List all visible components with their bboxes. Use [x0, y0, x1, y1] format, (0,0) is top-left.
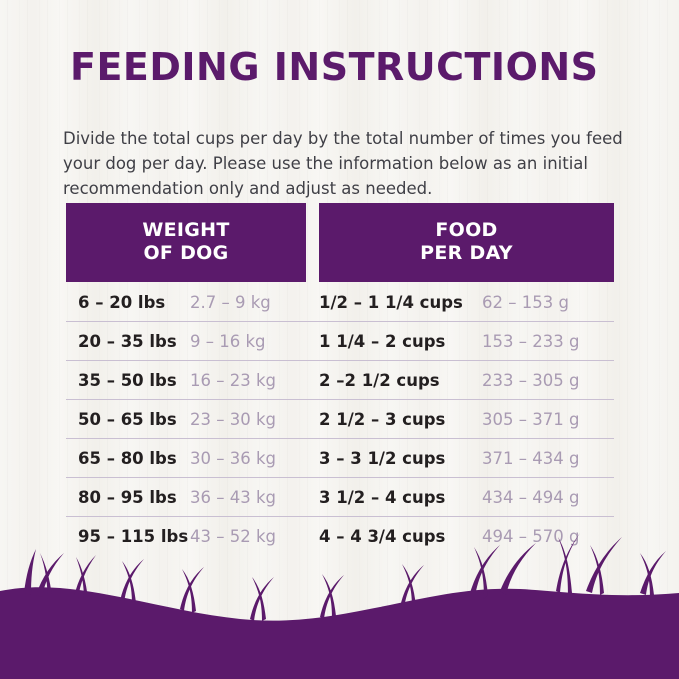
cell-food-cups: 2 1/2 – 3 cups	[319, 409, 446, 429]
grass-silhouette-icon	[0, 519, 679, 679]
cell-food-grams: 62 – 153 g	[482, 292, 569, 312]
cell-weight-lbs: 6 – 20 lbs	[78, 292, 166, 312]
table-row	[66, 400, 614, 439]
header-weight-of-dog	[66, 203, 306, 282]
cell-weight-kg: 2.7 – 9 kg	[190, 292, 271, 312]
cell-food-grams: 434 – 494 g	[482, 487, 580, 507]
cell-weight-lbs: 95 – 115 lbs	[78, 526, 189, 546]
cell-food-cups: 4 – 4 3/4 cups	[319, 526, 446, 546]
cell-food-grams: 305 – 371 g	[482, 409, 580, 429]
cell-weight-lbs: 20 – 35 lbs	[78, 331, 177, 351]
cell-weight-kg: 23 – 30 kg	[190, 409, 277, 429]
table-row	[66, 283, 614, 322]
cell-weight-lbs: 35 – 50 lbs	[78, 370, 177, 390]
cell-weight-lbs: 65 – 80 lbs	[78, 448, 177, 468]
cell-weight-lbs: 50 – 65 lbs	[78, 409, 177, 429]
cell-food-grams: 371 – 434 g	[482, 448, 580, 468]
header-food-line2: PER DAY	[420, 242, 513, 265]
cell-food-cups: 2 –2 1/2 cups	[319, 370, 440, 390]
header-food-per-day	[319, 203, 614, 282]
table-header-row	[66, 203, 614, 282]
cell-weight-kg: 30 – 36 kg	[190, 448, 277, 468]
cell-food-cups: 3 1/2 – 4 cups	[319, 487, 446, 507]
cell-food-cups: 3 – 3 1/2 cups	[319, 448, 446, 468]
cell-food-cups: 1 1/4 – 2 cups	[319, 331, 446, 351]
cell-food-grams: 153 – 233 g	[482, 331, 580, 351]
header-weight-line2: OF DOG	[143, 242, 229, 265]
cell-weight-kg: 16 – 23 kg	[190, 370, 277, 390]
cell-weight-kg: 43 – 52 kg	[190, 526, 277, 546]
header-food-line1: FOOD	[435, 219, 498, 241]
page-title: FEEDING INSTRUCTIONS	[70, 45, 599, 89]
feeding-table	[66, 203, 614, 555]
cell-food-grams: 233 – 305 g	[482, 370, 580, 390]
header-weight-line1: WEIGHT	[142, 219, 230, 241]
cell-weight-kg: 36 – 43 kg	[190, 487, 277, 507]
table-body	[66, 283, 614, 555]
intro-paragraph: Divide the total cups per day by the total number of times you feed your dog per day. Please use the information below as an initial recommendation only and adjust as needed.	[63, 129, 623, 199]
cell-weight-lbs: 80 – 95 lbs	[78, 487, 177, 507]
table-row	[66, 478, 614, 517]
cell-food-grams: 494 – 570 g	[482, 526, 580, 546]
table-row	[66, 361, 614, 400]
table-row	[66, 439, 614, 478]
cell-food-cups: 1/2 – 1 1/4 cups	[319, 292, 463, 312]
cell-weight-kg: 9 – 16 kg	[190, 331, 266, 351]
table-row	[66, 322, 614, 361]
